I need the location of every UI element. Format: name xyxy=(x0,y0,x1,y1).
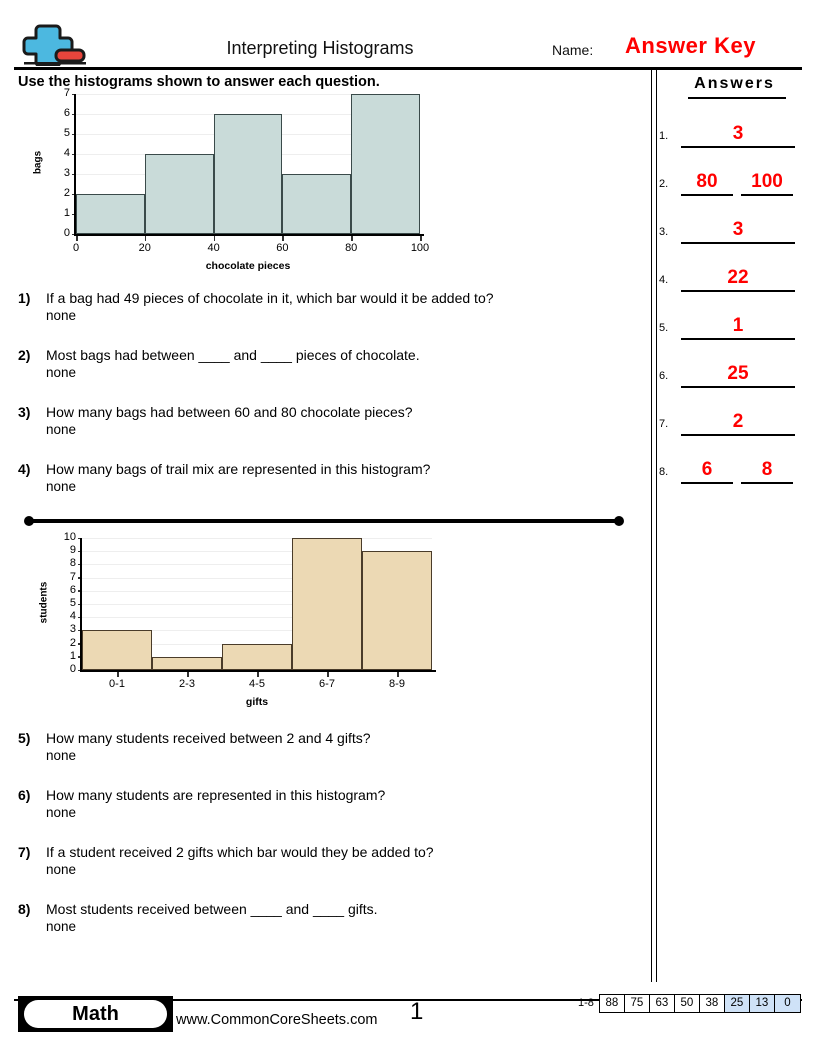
y-axis-tick-label: 9 xyxy=(69,544,76,557)
question-response[interactable]: none xyxy=(46,805,77,820)
grading-scale-cell: 38 xyxy=(700,995,725,1012)
y-axis-title: students xyxy=(38,581,50,624)
grading-scale-cell: 13 xyxy=(750,995,775,1012)
answer-number: 5. xyxy=(659,322,669,334)
question-response[interactable]: none xyxy=(46,365,77,380)
grading-scale-cells xyxy=(599,994,801,1013)
histogram-chart-2 xyxy=(30,530,450,725)
section-separator xyxy=(24,516,624,526)
histogram-bar xyxy=(362,551,432,670)
y-axis-tick-label: 5 xyxy=(69,597,76,609)
x-axis-tick-label: 4-5 xyxy=(249,678,265,690)
y-axis-tick-label: 6 xyxy=(63,107,70,119)
answer-value: 25 xyxy=(727,363,749,384)
answer-blank-line[interactable] xyxy=(681,434,795,436)
question-text: How many students received between 2 and 4 gifts? xyxy=(46,730,371,746)
answer-number: 1. xyxy=(659,130,669,142)
y-axis-tick-label: 5 xyxy=(63,127,70,139)
x-tickmark xyxy=(117,672,119,677)
answer-number: 8. xyxy=(659,466,669,478)
answers-panel xyxy=(657,70,816,982)
answer-blank-line[interactable] xyxy=(681,146,795,148)
question-text: How many students are represented in this histogram? xyxy=(46,787,386,803)
page-title: Interpreting Histograms xyxy=(226,38,414,58)
x-axis-line xyxy=(74,234,424,236)
grading-scale-cell: 25 xyxy=(725,995,750,1012)
answer-blank-line[interactable] xyxy=(741,194,793,196)
histogram-bar xyxy=(145,154,214,234)
x-axis-tick-label: 2-3 xyxy=(179,678,195,690)
grading-scale-cell: 0 xyxy=(775,995,800,1012)
name-label: Name: xyxy=(552,42,594,58)
answer-row xyxy=(657,208,816,250)
grading-scale-cell: 63 xyxy=(650,995,675,1012)
separator-line xyxy=(29,519,619,523)
question-response[interactable]: none xyxy=(46,479,77,494)
y-axis-tick-label: 4 xyxy=(69,610,76,623)
x-axis-tick-label: 8-9 xyxy=(389,678,405,690)
instructions-text: Use the histograms shown to answer each question. xyxy=(18,74,380,90)
answer-value: 1 xyxy=(732,315,744,336)
x-tickmark xyxy=(76,236,78,241)
x-tickmark xyxy=(257,672,259,677)
x-axis-tick-label: 20 xyxy=(138,242,151,254)
y-axis-tick-label: 0 xyxy=(69,663,76,675)
answer-blank-line[interactable] xyxy=(681,290,795,292)
question-response[interactable]: none xyxy=(46,422,77,437)
answers-heading-underline xyxy=(688,97,786,99)
y-axis-line xyxy=(74,94,76,236)
x-axis-tick-label: 80 xyxy=(345,242,358,254)
answer-row xyxy=(657,400,816,442)
x-tickmark xyxy=(214,236,216,241)
histogram-bar xyxy=(292,538,362,670)
question-response[interactable]: none xyxy=(46,862,77,877)
answer-row xyxy=(657,112,816,154)
answer-value: 22 xyxy=(727,267,749,288)
y-axis-line xyxy=(80,538,82,672)
x-axis-tick-label: 6-7 xyxy=(319,678,335,690)
subject-badge xyxy=(18,996,173,1032)
x-axis-tick-label: 0 xyxy=(72,242,80,254)
y-axis-tick-label: 6 xyxy=(69,583,76,596)
x-axis-tick-label: 0-1 xyxy=(109,678,125,690)
worksheet-body xyxy=(0,70,650,980)
y-axis-tick-label: 8 xyxy=(69,557,76,570)
question-response[interactable]: none xyxy=(46,919,77,934)
grading-scale-cell: 75 xyxy=(625,995,650,1012)
answer-blank-line[interactable] xyxy=(681,338,795,340)
question-text: If a bag had 49 pieces of chocolate in it, which bar would it be added to? xyxy=(46,290,494,306)
y-axis-tick-label: 7 xyxy=(63,87,70,99)
question-text: Most students received between ____ and ____ gifts. xyxy=(46,901,378,917)
question-number: 8) xyxy=(18,901,31,917)
answer-blank-line[interactable] xyxy=(741,482,793,484)
answer-row xyxy=(657,160,816,202)
histogram-bar xyxy=(82,630,152,670)
x-tickmark xyxy=(397,672,399,677)
grading-scale-cell: 88 xyxy=(600,995,625,1012)
question-number: 3) xyxy=(18,404,31,420)
question-text: How many bags had between 60 and 80 chocolate pieces? xyxy=(46,404,413,420)
y-axis-tick-label: 2 xyxy=(63,187,70,199)
question-text: How many bags of trail mix are represented in this histogram? xyxy=(46,461,431,477)
grading-scale-range: 1-8 xyxy=(578,997,594,1009)
x-axis-title: gifts xyxy=(245,696,269,708)
page-header xyxy=(0,0,816,68)
chart-gridline xyxy=(82,538,432,539)
y-axis-tick-label: 0 xyxy=(63,227,70,239)
histogram-bar xyxy=(76,194,145,234)
plus-minus-logo-icon xyxy=(18,22,90,66)
answer-value: 100 xyxy=(751,171,783,192)
x-tickmark xyxy=(282,236,284,241)
x-tickmark xyxy=(187,672,189,677)
x-tickmark xyxy=(351,236,353,241)
answer-number: 4. xyxy=(659,274,669,286)
answer-number: 2. xyxy=(659,178,669,190)
answer-value: 6 xyxy=(701,459,713,480)
x-axis-title: chocolate pieces xyxy=(205,260,291,272)
answer-value: 8 xyxy=(761,459,773,480)
question-number: 6) xyxy=(18,787,31,803)
y-axis-tick-label: 1 xyxy=(69,649,76,662)
histogram-bar xyxy=(152,657,222,670)
histogram-bar xyxy=(214,114,283,234)
answers-heading: Answers xyxy=(694,75,775,92)
histogram-bar xyxy=(222,644,292,670)
question-response[interactable]: none xyxy=(46,308,77,323)
question-text: Most bags had between ____ and ____ pieces of chocolate. xyxy=(46,347,420,363)
histogram-chart-1 xyxy=(0,88,450,283)
y-axis-tick-label: 3 xyxy=(69,623,76,636)
answer-blank-line[interactable] xyxy=(681,242,795,244)
x-tickmark xyxy=(145,236,147,241)
question-number: 7) xyxy=(18,844,31,860)
answer-value: 3 xyxy=(732,219,744,240)
grading-scale xyxy=(578,993,801,1013)
x-tickmark xyxy=(420,236,422,241)
x-axis-tick-label: 60 xyxy=(276,242,289,254)
site-url[interactable]: www.CommonCoreSheets.com xyxy=(176,1012,378,1028)
y-axis-title: bags xyxy=(32,150,44,175)
answer-row xyxy=(657,448,816,490)
answer-value: 80 xyxy=(696,171,718,192)
y-axis-tick-label: 4 xyxy=(63,147,70,159)
answer-value: 2 xyxy=(732,411,744,432)
histogram-bar xyxy=(351,94,420,234)
answer-number: 3. xyxy=(659,226,669,238)
y-axis-tick-label: 1 xyxy=(63,207,70,219)
answer-blank-line[interactable] xyxy=(681,482,733,484)
y-axis-tick-label: 3 xyxy=(63,167,70,179)
question-response[interactable]: none xyxy=(46,748,77,763)
histogram-bar xyxy=(282,174,351,234)
separator-dot-right xyxy=(614,516,624,526)
answer-number: 7. xyxy=(659,418,669,430)
answer-number: 6. xyxy=(659,370,669,382)
question-number: 4) xyxy=(18,461,31,477)
question-number: 5) xyxy=(18,730,31,746)
answer-key-value: Answer Key xyxy=(625,33,756,58)
y-axis-tick-label: 7 xyxy=(69,570,76,583)
subject-badge-label: Math xyxy=(24,1000,167,1028)
y-axis-tick-label: 10 xyxy=(63,531,76,543)
answer-blank-line[interactable] xyxy=(681,194,733,196)
question-number: 2) xyxy=(18,347,31,363)
answer-row xyxy=(657,352,816,394)
x-axis-tick-label: 40 xyxy=(207,242,220,254)
question-number: 1) xyxy=(18,290,31,306)
answer-row xyxy=(657,304,816,346)
answer-value: 3 xyxy=(732,123,744,144)
question-text: If a student received 2 gifts which bar would they be added to? xyxy=(46,844,434,860)
grading-scale-cell: 50 xyxy=(675,995,700,1012)
answer-row xyxy=(657,256,816,298)
answer-blank-line[interactable] xyxy=(681,386,795,388)
page-number: 1 xyxy=(410,998,424,1025)
x-axis-tick-label: 100 xyxy=(410,242,430,254)
y-axis-tick-label: 2 xyxy=(69,636,76,649)
x-tickmark xyxy=(327,672,329,677)
